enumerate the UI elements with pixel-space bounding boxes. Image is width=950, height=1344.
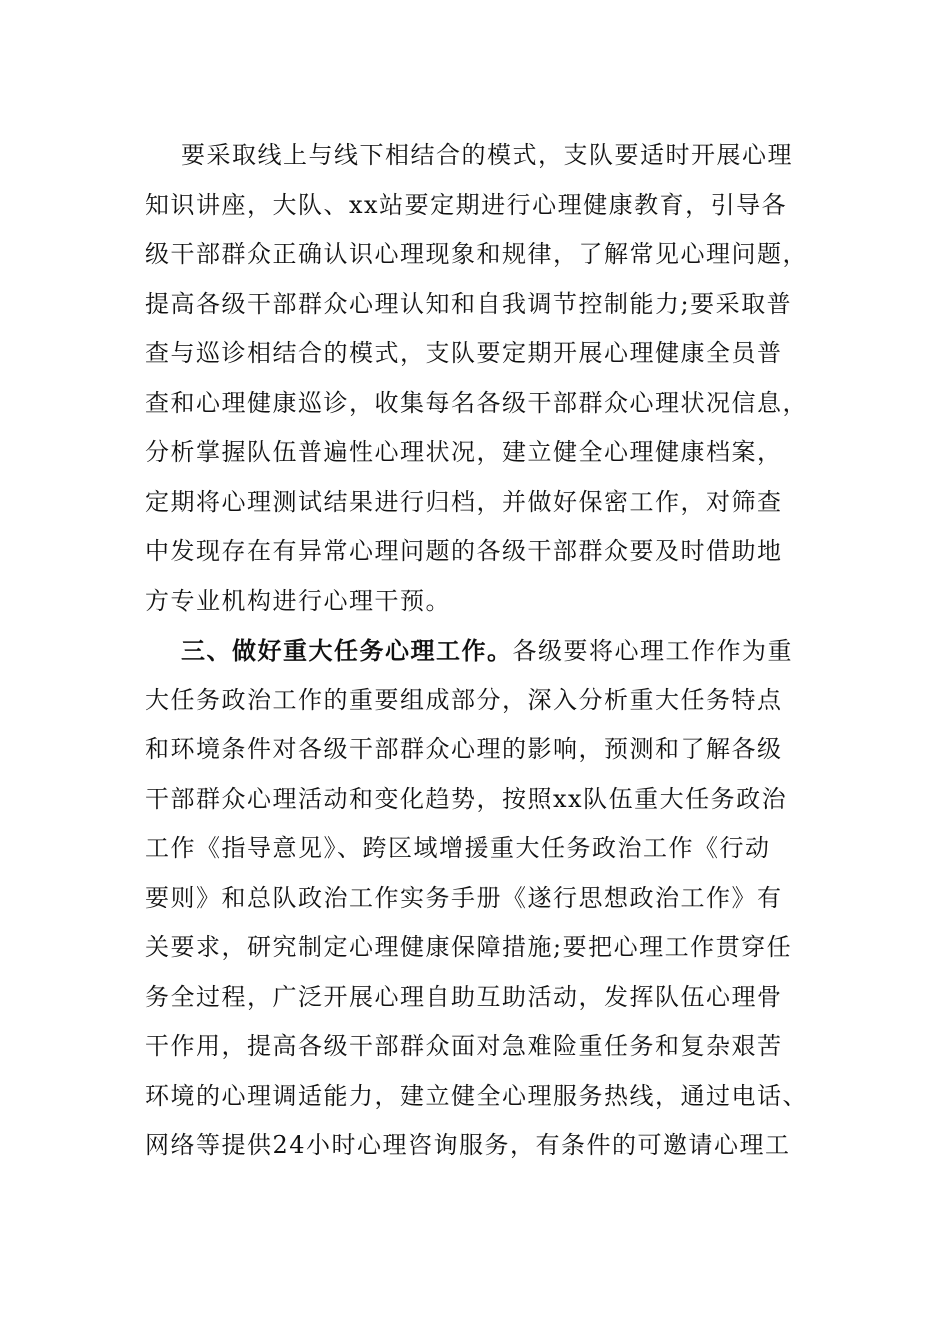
section-heading: 三、做好重大任务心理工作。 <box>181 636 513 665</box>
text-line: 要则》和总队政治工作实务手册《遂行思想政治工作》有 <box>145 883 783 912</box>
text-line: 网络等提供24小时心理咨询服务，有条件的可邀请心理工 <box>145 1131 791 1159</box>
text-line: 工作《指导意见》、跨区域增援重大任务政治工作《行动 <box>145 834 771 862</box>
body-text <box>145 131 810 1171</box>
text-line: 务全过程，广泛开展心理自助互助活动，发挥队伍心理骨 <box>145 982 783 1011</box>
text-line: 查与巡诊相结合的模式，支队要定期开展心理健康全员普 <box>145 339 783 367</box>
text-line: 环境的心理调适能力，建立健全心理服务热线，通过电话、 <box>145 1081 808 1110</box>
text-line-rest: 各级要将心理工作作为重 <box>512 637 793 665</box>
text-line: 定期将心理测试结果进行归档，并做好保密工作，对筛查 <box>145 487 783 516</box>
text-line: 中发现存在有异常心理问题的各级干部群众要及时借助地 <box>145 537 783 565</box>
text-line: 和环境条件对各级干部群众心理的影响，预测和了解各级 <box>145 735 783 763</box>
text-line: 级干部群众正确认识心理现象和规律，了解常见心理问题， <box>145 240 808 268</box>
section-heading-line <box>145 626 810 676</box>
text-line: 干部群众心理活动和变化趋势，按照xx队伍重大任务政治 <box>145 784 788 813</box>
text-line: 知识讲座，大队、xx站要定期进行心理健康教育，引导各 <box>145 190 788 219</box>
text-line: 干作用，提高各级干部群众面对急难险重任务和复杂艰苦 <box>145 1032 783 1060</box>
text-line: 大任务政治工作的重要组成部分，深入分析重大任务特点 <box>145 685 783 714</box>
text-line: 分析掌握队伍普遍性心理状况，建立健全心理健康档案， <box>145 438 783 466</box>
text-line: 要采取线上与线下相结合的模式，支队要适时开展心理 <box>181 141 793 169</box>
text-line: 查和心理健康巡诊，收集每名各级干部群众心理状况信息， <box>145 388 808 417</box>
text-line: 提高各级干部群众心理认知和自我调节控制能力;要采取普 <box>145 289 793 318</box>
text-line: 关要求，研究制定心理健康保障措施;要把心理工作贯穿任 <box>145 933 793 961</box>
text-line: 方专业机构进行心理干预。 <box>145 586 451 615</box>
